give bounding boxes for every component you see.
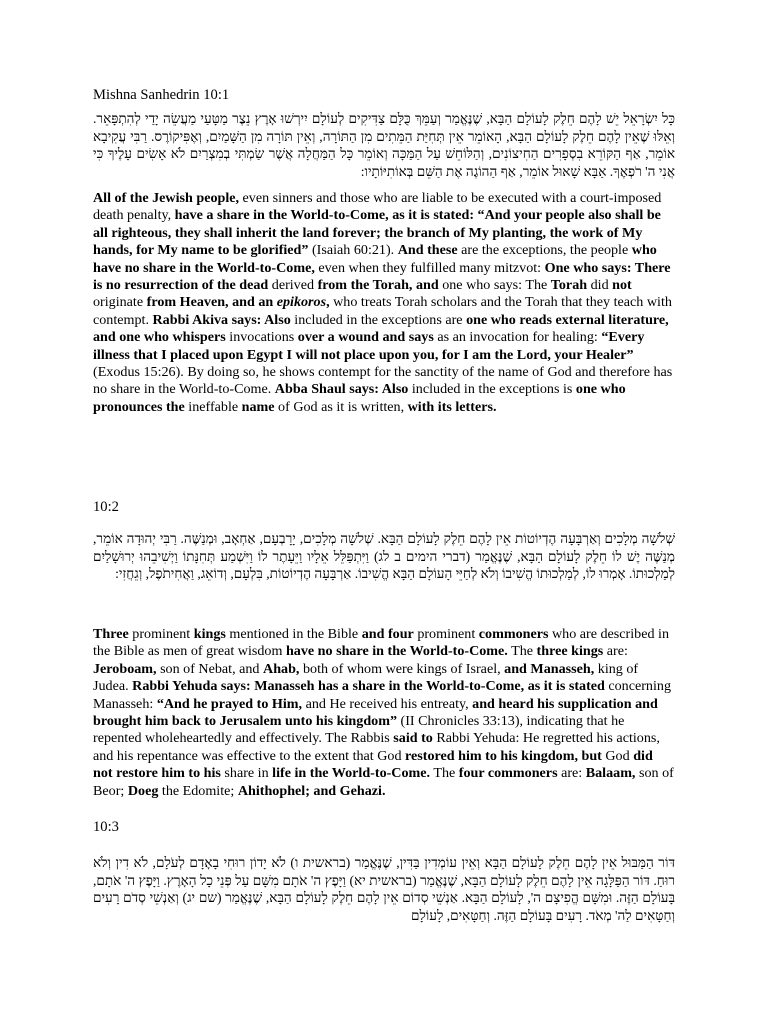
text-run-bold: All of the Jewish people, [93,190,240,206]
text-run-bold: who have no share in the World-to-Come, [93,242,657,276]
text-run-bold: and Manasseh, [504,660,595,677]
text-run-bold: not [612,277,632,294]
text-run-bold: Rabbi Akiva says: Also [152,311,291,328]
text-run-bold: One who says: There is no resurrection of the dead [93,259,671,294]
text-run-bold: “Every illness that I placed upon Egypt I will not place upon you, for I am the Lord, your Healer” [93,329,645,363]
text-run-bold: life in the World-to-Come. [272,765,431,782]
text-run-bold-italic: epikoros [276,294,327,311]
text-run: included in the exceptions are [290,311,467,328]
text-run: son of Nebat, and [156,660,264,677]
text-run-bold: commoners [478,626,549,642]
text-run-bold: from Heaven, and an [146,294,277,311]
text-run-bold: , [326,294,330,311]
text-run-bold: Ahab, [263,660,300,677]
mishna-hebrew-text: דּוֹר הַמַּבּוּל אֵין לָהֶם חֵלֶק לָעוֹלָם הַבָּא וְאֵין עוֹמְדִין בַּדִּין, שֶׁנֶּאֱמַר (בראשית ו) לֹא יָדוֹן רוּחִי בָאָדָם לְעֹלָם, לֹא דִין וְלֹא רוּחַ. דּוֹר הַפַּלָּגָה אֵין לָהֶם חֵלֶק לָעוֹלָם הַבָּא, שֶׁנֶּאֱמַר (בראשית יא) וַיָּפֶץ ה' אֹתָם מִשָּׁם עַל פְּנֵי כָל הָאָרֶץ. וַיָּפֶץ ה' אֹתָם, בָּעוֹלָם הַזֶּה. וּמִשָּׁם הֱפִיצָם ה', לָעוֹלָם הַבָּא. אַנְשֵׁי סְדוֹם אֵין לָהֶם חֵלֶק לָעוֹלָם הַבָּא, שֶׁנֶּאֱמַר (שם יג) וְאַנְשֵׁי סְדֹם רָעִים וְחַטָּאִים לַה' מְאֹד. רָעִים בָּעוֹלָם הַזֶּה. וְחַטָּאִים, לָעוֹלָם [93,855,675,923]
text-run: are the exceptions, the people [457,242,632,259]
text-run-bold: Torah [550,277,588,294]
text-run-bold: Rabbi Yehuda says: Manasseh has a share in the World-to-Come, as it is stated [132,678,605,695]
text-run: derived [268,277,318,294]
text-run: (Isaiah 60:21). [308,242,398,259]
text-run: one who says: The [438,277,551,294]
text-run-bold: Ahithophel; and Gehazi. [237,782,386,799]
text-run: The [507,643,537,660]
text-run: concerning Manasseh: [93,678,671,712]
text-run: (Exodus 15:26). By doing so, he shows contempt for the sanctity of the name of God and therefore has no share in the World-to-Come. [93,364,673,398]
text-run: both of whom were kings of Israel, [299,660,505,677]
text-run: son of Beor; [93,765,674,799]
section-label-10-3: 10:3 [93,819,119,835]
text-run: even sinners and those who are liable to be executed with a court-imposed death penalty, [93,190,662,224]
text-run: (II Chronicles 33:13), indicating that he repented wholeheartedly and effectively. The Rabbis [93,713,625,747]
text-run: did [587,277,613,294]
text-run-bold: kings [193,626,226,642]
text-run-bold: over a wound and says [297,329,434,346]
text-run: share in [220,765,273,782]
text-run: prominent [128,626,194,642]
text-run-bold: four commoners [458,765,558,782]
text-run: as an invocation for healing: [433,329,602,346]
text-run-bold: Abba Shaul says: Also [274,381,409,398]
text-run: are: [603,643,628,660]
mishna-english-translation [93,626,675,800]
text-run: of God as it is written, [274,398,408,415]
text-run: are: [557,765,586,782]
text-run-bold: have a share in the World-to-Come, as it is stated: “And your people also shall be all righteous, they shall inherit the land forever; the branch of My planting, the work of My hands, for My name to be glorified” [93,207,661,259]
text-run-bold: one who reads external literature, and one who whispers [93,311,669,346]
text-run: who are described in the Bible as men of great wisdom [93,626,669,660]
text-run: and He received his entreaty, [302,695,473,712]
text-run-bold: Jeroboam, [93,660,157,677]
text-run-bold: And these [397,242,458,259]
text-run-bold: and four [361,626,414,642]
text-run-bold: one who pronounces the [93,381,626,415]
text-run-bold: three kings [536,643,604,660]
text-run-bold: name [241,398,275,415]
text-run-bold: said to [393,730,433,747]
mishna-hebrew-text: כָּל יִשְׂרָאֵל יֵשׁ לָהֶם חֵלֶק לָעוֹלָם הַבָּא, שֶׁנֶּאֱמַר וְעַמֵּךְ כֻּלָּם צַדִּיקִים לְעוֹלָם יִירְשׁוּ אָרֶץ נֵצֶר מַטָּעַי מַעֲשֵׂה יָדַי לְהִתְפָּאֵר. וְאֵלּוּ שֶׁאֵין לָהֶם חֵלֶק לָעוֹלָם הַבָּא, הָאוֹמֵר אֵין תְּחִיַּת הַמֵּתִים מִן הַתּוֹרָה, וְאֵין תּוֹרָה מִן הַשָּׁמַיִם, וְאֶפִּיקוֹרֶס. רַבִּי עֲקִיבָא אוֹמֵר, אַף הַקּוֹרֵא בִסְפָרִים הַחִיצוֹנִים, וְהַלּוֹחֵשׁ עַל הַמַּכָּה וְאוֹמֵר כָּל הַמַּחֲלָה אֲשֶׁר שַׂמְתִּי בְמִצְרַיִם לֹא אָשִׂים עָלֶיךָ כִּי אֲנִי ה' רֹפְאֶךָ. אַבָּא שָׁאוּל אוֹמֵר, אַף הַהוֹגֶה אֶת הַשֵּׁם בְּאוֹתִיּוֹתָיו: [93,111,675,179]
text-run: God [601,747,634,764]
text-run: who treats Torah scholars and the Torah that they teach with contempt. [93,294,672,328]
text-run: the Edomite; [158,782,238,799]
text-run-bold: restored him to his kingdom, but [405,747,602,764]
text-run: invocations [225,329,298,346]
text-run: Rabbi Yehuda: He regretted his actions, and his repentance was effective to the extent that God [93,730,660,764]
mishna-english-translation [93,190,675,416]
text-run: included in the exceptions is [408,381,576,398]
text-run-bold: with its letters. [407,398,497,415]
text-run-bold: “And he prayed to Him, [156,695,303,712]
text-run-bold: have no share in the World-to-Come. [285,643,508,660]
mishna-hebrew-text: שְׁלשָׁה מְלָכִים וְאַרְבָּעָה הֶדְיוֹטוֹת אֵין לָהֶם חֵלֶק לָעוֹלָם הַבָּא. שְׁלשָׁה מְלָכִים, יָרָבְעָם, אַחְאָב, וּמְנַשֶּׁה. רַבִּי יְהוּדָה אוֹמֵר, מְנַשֶּׁה יֶשׁ לוֹ חֵלֶק לָעוֹלָם הַבָּא, שֶׁנֶּאֱמַר (דברי הימים ב לג) וַיִּתְפַּלֵּל אֵלָיו וַיֵּעָתֶר לוֹ וַיִּשְׁמַע תְּחִנָּתוֹ וַיְשִׁיבֵהוּ יְרוּשָׁלַיִם לְמַלְכוּתוֹ. אָמְרוּ לוֹ, לְמַלְכוּתוֹ הֱשִׁיבוֹ וְלֹא לְחַיֵּי הָעוֹלָם הַבָּא הֱשִׁיבוֹ. אַרְבָּעָה הֶדְיוֹטוֹת, בִּלְעָם, וְדוֹאֵג, וַאֲחִיתֹפֶל, וְגֵחֲזִי: [93,531,675,581]
text-run-bold: and heard his supplication and brought him back to Jerusalem unto his kingdom” [93,695,658,730]
section-10-1 [93,86,675,416]
text-run-bold: Three [93,626,129,642]
section-label-10-2: 10:2 [93,499,119,515]
text-run-bold: did not restore him to his [93,747,653,782]
text-run-bold: from the Torah, and [317,277,439,294]
text-run: originate [93,294,147,311]
text-run: even when they fulfilled many mitzvot: [314,259,545,276]
page-title: Mishna Sanhedrin 10:1 [93,87,230,103]
text-run: The [430,765,459,782]
text-run-bold: Balaam, [585,765,636,782]
text-run: ineffable [184,398,242,415]
text-run: mentioned in the Bible [225,626,362,642]
text-run: king of Judea. [93,660,639,695]
text-run-bold: Doeg [127,782,159,799]
text-run: prominent [413,626,479,642]
